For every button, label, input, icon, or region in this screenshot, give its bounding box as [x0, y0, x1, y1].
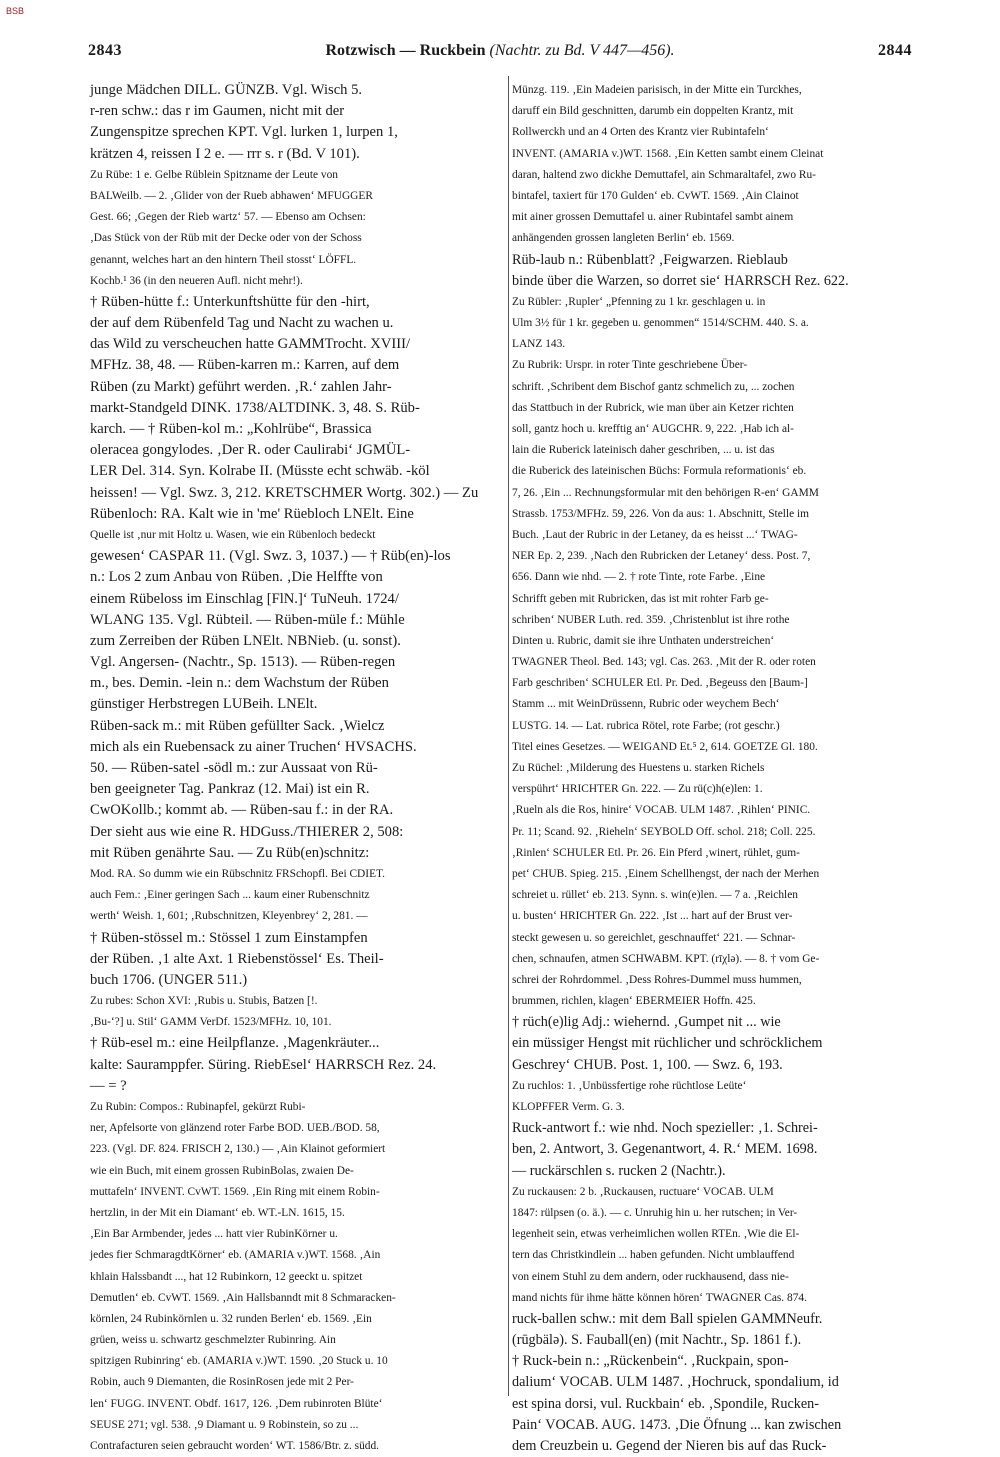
text-line: ‚Bu-‘?] u. Stil‘ GAMM VerDf. 1523/MFHz. 10, 101.	[90, 1016, 332, 1029]
text-line: Zu Rübe: 1 e. Gelbe Rüblein Spitzname der Leute von	[90, 168, 338, 181]
text-line: — = ?	[90, 1077, 127, 1094]
text-line: † Ruck-bein n.: „Rückenbein“. ‚Ruckpain, spon-	[512, 1353, 789, 1370]
text-line: Contrafacturen seien gebraucht worden‘ WT. 1586/Btr. z. südd.	[90, 1440, 380, 1452]
text-line: steckt gewesen u. so gereichlet, geschnauffet‘ 221. — Schnar-	[512, 931, 796, 944]
text-line: markt-Standgeld DINK. 1738/ALTDINK. 3, 48. S. Rüb-	[90, 399, 420, 416]
text-line: 1847: rülpsen (o. ä.). — c. Unruhig hin u. her rutschen; in Ver-	[512, 1206, 798, 1219]
text-line: schrift. ‚Schribent dem Bischof gantz schmelich zu, ... zochen	[512, 380, 795, 393]
text-line: muttafeln‘ INVENT. CvWT. 1569. ‚Ein Ring mit einem Robin-	[90, 1185, 380, 1198]
text-line: Titel eines Gesetzes. — WEIGAND Et.⁵ 2, 614. GOETZE Gl. 180.	[512, 740, 818, 753]
text-line: KLOPFFER Verm. G. 3.	[512, 1101, 625, 1113]
text-line: † Rüben-hütte f.: Unterkunftshütte für den -hirt,	[90, 293, 370, 310]
text-line: CwOKollb.; kommt ab. — Rüben-sau f.: in der RA.	[90, 802, 394, 819]
text-line: khlain Halssbandt ..., hat 12 Rubinkorn, 12 geeckt u. spitzet	[90, 1270, 363, 1283]
text-line: Zu Rübler: ‚Rupler‘ „Pfenning zu 1 kr. geschlagen u. in	[512, 295, 766, 308]
text-line: Stamm ... mit WeinDrüssenn, Rubric oder weychem Bech‘	[512, 698, 780, 711]
text-line: Quelle ist ‚nur mit Holtz u. Wasen, wie ein Rübenloch bedeckt	[90, 528, 376, 541]
text-line: chen, schnaufen, atmen SCHWABM. KPT. (rīχlə). — 8. † vom Ge-	[512, 952, 820, 965]
text-line: lain die Ruberick lateinisch daher geschriben, ... u. ist das	[512, 444, 775, 457]
text-line: Geschrey‘ CHUB. Post. 1, 100. — Swz. 6, 193.	[512, 1056, 783, 1073]
text-line: ein müssiger Hengst mit rüchlicher und schröcklichem	[512, 1035, 823, 1052]
text-line: — ruckärschlen s. rucken 2 (Nachtr.).	[512, 1162, 726, 1179]
text-line: mich als ein Ruebensack zu ainer Truchen‘ HVSACHS.	[90, 738, 417, 755]
text-line: WLANG 135. Vgl. Rübteil. — Rüben-müle f.: Mühle	[90, 611, 405, 628]
text-line: von einem Stuhl zu dem andern, oder ruckhausend, dass nie-	[512, 1270, 789, 1283]
text-line: LER Del. 314. Syn. Kolrabe II. (Müsste echt schwäb. -köl	[90, 463, 430, 480]
text-line: ‚Rinlen‘ SCHULER Etl. Pr. 26. Ein Pferd ‚winert, rühlet, gum-	[512, 846, 800, 859]
text-line: spitzigen Rubinring‘ eb. (AMARIA v.)WT. 1590. ‚20 Stuck u. 10	[90, 1355, 388, 1368]
text-line: anhängenden grossen langleten Berlin‘ eb. 1569.	[512, 232, 735, 245]
text-line: Buch. ‚Laut der Rubric in der Letaney, da es heisst ...‘ TWAG-	[512, 528, 798, 541]
text-line: Rübenloch: RA. Kalt wie in 'me' Rüebloch LNElt. Eine	[90, 505, 414, 522]
text-line: Kochb.¹ 36 (in den neueren Aufl. nicht mehr!).	[90, 274, 303, 287]
text-line: INVENT. (AMARIA v.)WT. 1568. ‚Ein Ketten sambt einem Cleinat	[512, 147, 824, 160]
text-line: Zu ruchlos: 1. ‚Unbüssfertige rohe rüchtlose Leüte‘	[512, 1079, 747, 1092]
text-line: soll, gantz hoch u. krefftig an‘ AUGCHR. 9, 222. ‚Hab ich al-	[512, 423, 794, 435]
text-line: NER Ep. 2, 239. ‚Nach den Rubricken der Letaney‘ dess. Post. 7,	[512, 550, 811, 563]
text-line: r-ren schw.: das r im Gaumen, nicht mit der	[90, 103, 345, 120]
text-line: Gest. 66; ‚Gegen der Rieb wartz‘ 57. — Ebenso am Ochsen:	[90, 211, 366, 224]
text-line: brummen, richlen, klagen‘ EBERMEIER Hoffn. 425.	[512, 995, 756, 1008]
text-line: Zu rubes: Schon XVI: ‚Rubis u. Stubis, Batzen [!.	[90, 995, 318, 1008]
text-line: len‘ FUGG. INVENT. Obdf. 1617, 126. ‚Dem rubinroten Blüte‘	[90, 1397, 383, 1410]
text-line: ner, Apfelsorte von glänzend roter Farbe BOD. UEB./BOD. 58,	[90, 1122, 380, 1135]
text-line: ‚Ein Bar Armbender, jedes ... hatt vier RubinKörner u.	[90, 1228, 338, 1241]
text-line: grüen, weiss u. schwartz geschmelzter Rubinring. Ain	[90, 1334, 336, 1347]
text-line: werth‘ Weish. 1, 601; ‚Rubschnitzen, Kleyenbrey‘ 2, 281. —	[90, 910, 368, 923]
running-title	[88, 42, 912, 60]
text-line: Pr. 11; Scand. 92. ‚Rieheln‘ SEYBOLD Off. schol. 218; Coll. 225.	[512, 825, 816, 838]
text-line: kalte: Sauramppfer. Süring. RiebEsel‘ HARRSCH Rez. 24.	[90, 1056, 437, 1073]
text-line: mit Rüben genährte Sau. — Zu Rüb(en)schnitz:	[90, 844, 370, 861]
text-line: Dinten u. Rubric, damit sie ihre Unthaten understreichen‘	[512, 634, 775, 647]
text-line: auch Fem.: ‚Einer geringen Sach ... kaum einer Rubenschnitz	[90, 889, 370, 902]
text-line: m., bes. Demin. -lein n.: dem Wachstum der Rüben	[90, 675, 389, 692]
text-line: körnlen, 24 Rubinkörnlen u. 32 runden Berlen‘ eb. 1569. ‚Ein	[90, 1312, 372, 1325]
text-line: Rüben-sack m.: mit Rüben gefüllter Sack. ‚Wielcz	[90, 717, 385, 734]
text-line: der Rüben. ‚1 alte Axt. 1 Riebenstössel‘ Es. Theil-	[90, 950, 384, 967]
text-line: Zu Rubin: Compos.: Rubinapfel, gekürzt Rubi-	[90, 1101, 306, 1113]
text-line: 50. — Rüben-satel -södl m.: zur Aussaat von Rü-	[90, 760, 378, 776]
text-line: 223. (Vgl. DF. 824. FRISCH 2, 130.) — ‚Ain Klainot geformiert	[90, 1143, 386, 1156]
text-line: Münzg. 119. ‚Ein Madeien parisisch, in der Mitte ein Turckhes,	[512, 84, 802, 96]
text-line: gewesen‘ CASPAR 11. (Vgl. Swz. 3, 1037.) — † Rüb(en)-los	[90, 548, 451, 565]
right-column	[512, 80, 914, 1454]
text-line: u. busten‘ HRICHTER Gn. 222. ‚Ist ... hart auf der Brust ver-	[512, 910, 793, 923]
text-line: Vgl. Angersen- (Nachtr., Sp. 1513). — Rüben-regen	[90, 654, 396, 671]
text-line: die Ruberick des lateinischen Büchs: Formula reformationis‘ eb.	[512, 465, 807, 478]
text-line: † Rüb-esel m.: eine Heilpflanze. ‚Magenkräuter...	[90, 1035, 380, 1052]
text-line: pet‘ CHUB. Spieg. 215. ‚Einem Schellhengst, der nach der Merhen	[512, 867, 820, 880]
text-line: dalium‘ VOCAB. ULM 1487. ‚Hochruck, spondalium, id	[512, 1374, 839, 1391]
page-header	[88, 40, 912, 64]
text-line: LANZ 143.	[512, 338, 566, 351]
library-corner-mark: BSB	[6, 6, 25, 16]
text-line: Der sieht aus wie eine R. HDGuss./THIERER 2, 508:	[90, 823, 404, 840]
text-line: est spina dorsi, vul. Ruckbain‘ eb. ‚Spondile, Rucken-	[512, 1395, 819, 1412]
column-divider	[508, 76, 509, 1396]
running-title-note: (Nachtr. zu Bd. V 447—456).	[489, 42, 675, 59]
page-number-left: 2843	[88, 42, 122, 59]
text-line: mand nichts für ihme hätte können hören‘ TWAGNER Cas. 874.	[512, 1291, 807, 1304]
text-line: Ulm 3½ für 1 kr. gegeben u. genommen“ 1514/SCHM. 440. S. a.	[512, 317, 809, 330]
text-line: Rüb-laub n.: Rübenblatt? ‚Feigwarzen. Rieblaub	[512, 251, 788, 268]
text-line: Zu Rüchel: ‚Milderung des Huestens u. starken Richels	[512, 762, 765, 774]
text-line: der auf dem Rübenfeld Tag und Nacht zu wachen u.	[90, 315, 394, 332]
text-line: LUSTG. 14. — Lat. rubrica Rötel, rote Farbe; (rot geschr.)	[512, 719, 780, 732]
text-line: ben geeigneter Tag. Pankraz (12. Mai) ist ein R.	[90, 781, 370, 798]
text-line: binde über die Warzen, so dorret sie‘ HARRSCH Rez. 622.	[512, 272, 849, 289]
text-line: karch. — † Rüben-kol m.: „Kohlrübe“, Brassica	[90, 421, 372, 437]
text-line: verspührt‘ HRICHTER Gn. 222. — Zu rü(c)h(e)len: 1.	[512, 783, 763, 796]
text-line: MFHz. 38, 48. — Rüben-karren m.: Karren, auf dem	[90, 357, 400, 374]
text-line: jedes fier SchmaragdtKörner‘ eb. (AMARIA v.)WT. 1568. ‚Ain	[90, 1249, 381, 1262]
text-line: ‚Rueln als die Ros, hinire‘ VOCAB. ULM 1487. ‚Rihlen‘ PINIC.	[512, 804, 811, 817]
text-line: Robin, auch 9 Diemanten, die RosinRosen jede mit 2 Per-	[90, 1376, 354, 1389]
text-line: Farb geschriben‘ SCHULER Etl. Pr. Ded. ‚Begeuss den [Baum-]	[512, 677, 808, 690]
page-number-right: 2844	[878, 42, 912, 59]
text-line: günstiger Herbstregen LUBeih. LNElt.	[90, 696, 318, 713]
text-line: buch 1706. (UNGER 511.)	[90, 971, 248, 988]
text-line: Zu ruckausen: 2 b. ‚Ruckausen, ructuare‘ VOCAB. ULM	[512, 1185, 774, 1198]
text-line: ben, 2. Antwort, 3. Gegenantwort, 4. R.‘ MEM. 1698.	[512, 1141, 818, 1158]
text-line: Rüben (zu Markt) geführt werden. ‚R.‘ zahlen Jahr-	[90, 378, 392, 395]
text-line: 7, 26. ‚Ein ... Rechnungsformular mit den behörigen R-en‘ GAMM	[512, 486, 819, 499]
text-line: genannt, welches hart an den hintern Theil stosst‘ LÖFFL.	[90, 253, 357, 266]
text-line: Mod. RA. So dumm wie ein Rübschnitz FRSchopfl. Bei CDIET.	[90, 867, 385, 880]
text-line: schreiet u. rüllet‘ eb. 213. Synn. s. win(e)len. — 7 a. ‚Reichlen	[512, 889, 798, 902]
text-line: n.: Los 2 zum Anbau von Rüben. ‚Die Helffte von	[90, 569, 383, 586]
text-line: daruff ein Bild geschnitten, darumb ein doppelten Krantz, mit	[512, 105, 794, 118]
text-line: (rūgbälə). S. Fauball(en) (mit Nachtr., Sp. 1861 f.).	[512, 1332, 802, 1349]
text-line: 656. Dann wie nhd. — 2. † rote Tinte, rote Farbe. ‚Eine	[512, 571, 766, 584]
text-line: ruck-ballen schw.: mit dem Ball spielen GAMMNeufr.	[512, 1310, 823, 1327]
text-line: SEUSE 271; vgl. 538. ‚9 Diamant u. 9 Robinstein, so zu ...	[90, 1418, 359, 1431]
text-line: Zu Rubrik: Urspr. in roter Tinte geschriebene Über-	[512, 359, 748, 372]
text-line: Demutlen‘ eb. CvWT. 1569. ‚Ain Hallsbanndt mit 8 Schmaracken-	[90, 1291, 396, 1304]
text-line: TWAGNER Theol. Bed. 143; vgl. Cas. 263. ‚Mit der R. oder roten	[512, 656, 816, 669]
text-line: oleracea gongylodes. ‚Der R. oder Caulirabi‘ JGMÜL-	[90, 442, 411, 459]
text-line: das Stattbuch in der Rubrick, wie man über ain Ketzer richten	[512, 401, 794, 414]
text-line: bintafel, taxiert für 170 Gulden‘ eb. CvWT. 1569. ‚Ain Clainot	[512, 189, 799, 202]
text-line: hertzlin, in der Mit ein Diamant‘ eb. WT.-LN. 1615, 15.	[90, 1206, 345, 1219]
text-line: Rollwerckh und an 4 Orten des Krantz vier Rubintafeln‘	[512, 126, 769, 139]
text-line: Pain‘ VOCAB. AUG. 1473. ‚Die Öfnung ... kan zwischen	[512, 1416, 842, 1433]
text-line: junge Mädchen DILL. GÜNZB. Vgl. Wisch 5.	[90, 82, 363, 98]
text-line: schriben‘ NUBER Luth. red. 359. ‚Christenblut ist ihre rothe	[512, 613, 790, 626]
running-title-main: Rotzwisch — Ruckbein	[325, 42, 486, 59]
text-line: † rüch(e)lig Adj.: wiehernd. ‚Gumpet nit ... wie	[512, 1014, 781, 1031]
text-line: BALWeilb. — 2. ‚Glider von der Rueb abhawen‘ MFUGGER	[90, 189, 373, 202]
text-line: zum Zerreiben der Rüben LNElt. NBNieb. (u. sonst).	[90, 632, 401, 649]
text-line: das Wild zu verscheuchen hatte GAMMTrocht. XVIII/	[90, 336, 411, 353]
text-line: einem Rübeloss im Einschlag [FlN.]‘ TuNeuh. 1724/	[90, 590, 399, 607]
text-line: Zungenspitze sprechen KPT. Vgl. lurken 1, lurpen 1,	[90, 124, 398, 141]
text-line: Strassb. 1753/MFHz. 59, 226. Von da aus: 1. Abschnitt, Stelle im	[512, 507, 810, 520]
text-line: † Rüben-stössel m.: Stössel 1 zum Einstampfen	[90, 929, 368, 946]
text-line: mit ainer grossen Demuttafel u. ainer Rubintafel sambt ainem	[512, 211, 794, 224]
text-line: daran, haltend zwo dickhe Demuttafel, ain Schmaraltafel, zwo Ru-	[512, 168, 816, 181]
text-line: wie ein Buch, mit einem grossen RubinBolas, zwaien De-	[90, 1164, 354, 1177]
text-line: ‚Das Stück von der Rüb mit der Decke oder von der Schoss	[90, 232, 362, 245]
text-line: krätzen 4, reissen I 2 e. — rrr s. r (Bd. V 101).	[90, 145, 360, 162]
text-line: dem Creuzbein u. Gegend der Nieren bis auf das Ruck-	[512, 1438, 827, 1454]
text-line: Ruck-antwort f.: wie nhd. Noch spezieller: ‚1. Schrei-	[512, 1120, 818, 1137]
text-line: tern das Christkindlein ... haben gefunden. Nicht umblauffend	[512, 1249, 795, 1262]
text-line: schrei der Rohrdommel. ‚Dess Rohres-Dummel muss hummen,	[512, 973, 802, 986]
text-line: heissen! — Vgl. Swz. 3, 212. KRETSCHMER Wortg. 302.) — Zu	[90, 484, 479, 501]
left-column	[90, 80, 492, 1452]
text-line: legenheit sein, etwas verheimlichen wollen RTEn. ‚Wie die El-	[512, 1228, 800, 1241]
text-line: Schrifft geben mit Rubricken, das ist mit rohter Farb ge-	[512, 592, 769, 605]
